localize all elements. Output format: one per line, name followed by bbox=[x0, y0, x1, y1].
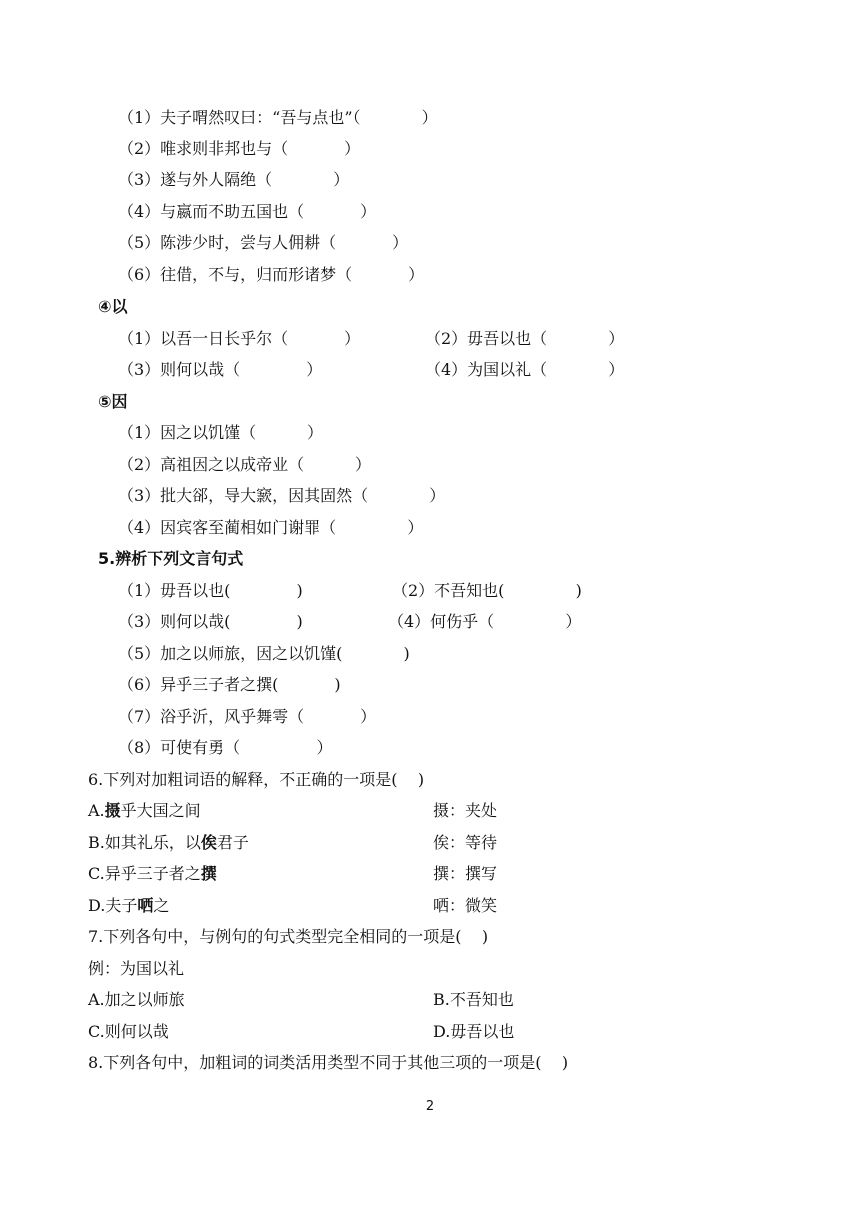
option-rest: 君子 bbox=[216, 833, 249, 852]
option-a-note: 摄：夹处 bbox=[433, 801, 498, 820]
option-b-note: 俟：等待 bbox=[433, 833, 498, 852]
option-b: B.不吾知也 bbox=[433, 990, 514, 1009]
list-item: （2）唯求则非邦也与（ ） bbox=[118, 139, 361, 158]
list-item: （2）毋吾以也（ ） bbox=[425, 329, 625, 348]
list-item: （1）夫子喟然叹曰：“吾与点也”（ ） bbox=[118, 108, 438, 127]
list-item: （4）因宾客至蔺相如门谢罪（ ） bbox=[118, 518, 424, 537]
option-c-note: 撰：撰写 bbox=[433, 864, 498, 883]
list-item: （1）以吾一日长乎尔（ ） bbox=[118, 329, 361, 348]
list-item: （1）因之以饥馑（ ） bbox=[118, 423, 324, 442]
list-item: （4）与嬴而不助五国也（ ） bbox=[118, 202, 377, 221]
option-rest: 乎大国之间 bbox=[120, 801, 201, 820]
list-item: （3）则何以哉（ ） bbox=[118, 360, 323, 379]
list-item: （8）可使有勇（ ） bbox=[118, 738, 333, 757]
question-8-title: 8.下列各句中，加粗词的词类活用类型不同于其他三项的一项是( ) bbox=[88, 1053, 569, 1072]
option-d bbox=[88, 896, 169, 916]
list-item: （5）陈涉少时，尝与人佣耕（ ） bbox=[118, 233, 409, 252]
section-heading-yin: ⑤因 bbox=[98, 392, 128, 411]
option-a bbox=[88, 801, 201, 821]
list-item: （7）浴乎沂，风乎舞雩（ ） bbox=[118, 707, 377, 726]
bold-word: 摄 bbox=[104, 801, 121, 820]
page-number: 2 bbox=[425, 1099, 435, 1114]
section-heading-yi: ④以 bbox=[98, 297, 128, 316]
list-item: （6）往借，不与，归而形诸梦（ ） bbox=[118, 265, 425, 284]
option-prefix: B.如其礼乐，以 bbox=[88, 833, 201, 852]
list-item: （6）异乎三子者之撰( ) bbox=[118, 675, 341, 694]
list-item: （1）毋吾以也( ) bbox=[118, 581, 303, 600]
question-6-title: 6.下列对加粗词语的解释，不正确的一项是( ) bbox=[88, 770, 425, 789]
list-item: （4）为国以礼（ ） bbox=[425, 360, 625, 379]
option-prefix: C.异乎三子者之 bbox=[88, 864, 201, 883]
list-item: （3）批大郤，导大窾，因其固然（ ） bbox=[118, 486, 446, 505]
bold-word: 哂 bbox=[137, 896, 154, 915]
bold-word: 撰 bbox=[200, 864, 217, 883]
option-c bbox=[88, 864, 217, 884]
option-c: C.则何以哉 bbox=[88, 1022, 169, 1041]
option-a: A.加之以师旅 bbox=[88, 990, 185, 1009]
option-d-note: 哂：微笑 bbox=[433, 896, 498, 915]
option-prefix: D.夫子 bbox=[88, 896, 138, 915]
bold-word: 俟 bbox=[200, 833, 217, 852]
list-item: （2）高祖因之以成帝业（ ） bbox=[118, 455, 372, 474]
list-item: （2）不吾知也( ) bbox=[392, 581, 582, 600]
option-d: D.毋吾以也 bbox=[433, 1022, 515, 1041]
option-prefix: A. bbox=[88, 801, 105, 820]
list-item: （4）何伤乎（ ） bbox=[388, 612, 582, 631]
list-item: （5）加之以师旅，因之以饥馑( ) bbox=[118, 644, 410, 663]
option-b bbox=[88, 833, 249, 853]
list-item: （3）遂与外人隔绝（ ） bbox=[118, 170, 350, 189]
example-sentence: 例：为国以礼 bbox=[88, 959, 185, 978]
question-7-title: 7.下列各句中，与例句的句式类型完全相同的一项是( ) bbox=[88, 927, 489, 946]
list-item: （3）则何以哉( ) bbox=[118, 612, 303, 631]
option-rest: 之 bbox=[153, 896, 170, 915]
question-5-title: 5.辨析下列文言句式 bbox=[98, 549, 244, 568]
